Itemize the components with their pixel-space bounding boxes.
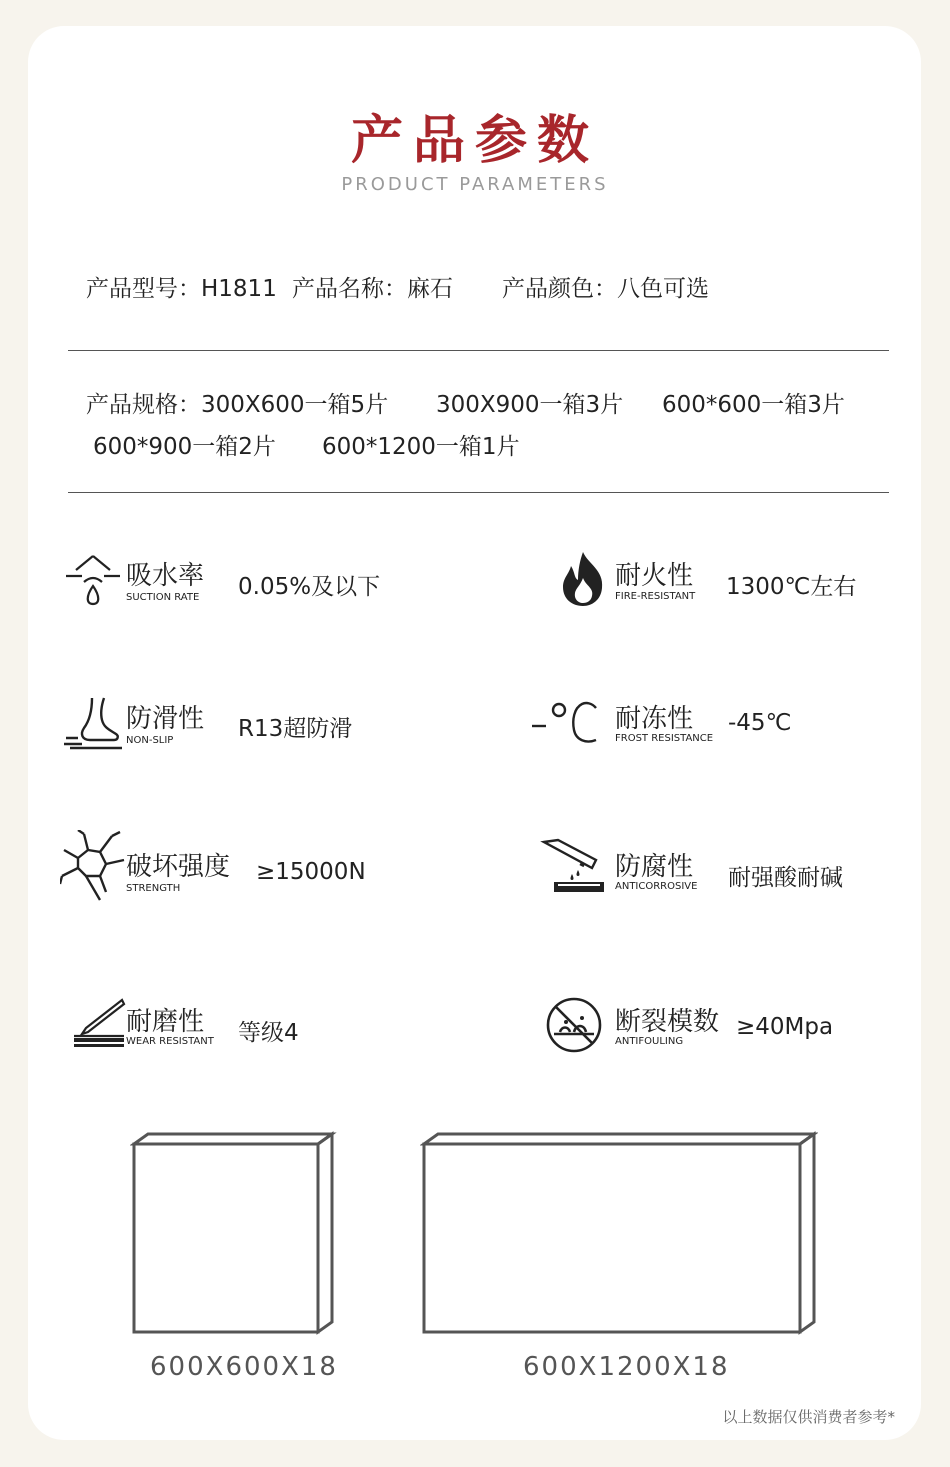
param-value: 1300℃左右 <box>726 574 857 600</box>
tile-large-label: 600X1200X18 <box>523 1352 730 1382</box>
param-en: ANTICORROSIVE <box>615 881 698 892</box>
param-value: 等级4 <box>238 1020 299 1046</box>
scraper-icon <box>72 998 126 1048</box>
no-stain-icon <box>544 996 604 1054</box>
page-title: 产品参数 <box>350 111 599 171</box>
divider <box>68 492 889 493</box>
param-en: FIRE-RESISTANT <box>615 591 696 602</box>
crack-icon <box>60 830 126 902</box>
disclaimer-note: 以上数据仅供消费者参考* <box>722 1408 895 1426</box>
spec-item: 600*1200一箱1片 <box>322 434 520 460</box>
param-en: NON-SLIP <box>126 735 174 746</box>
param-name: 防滑性 <box>126 704 205 734</box>
tile-large-illustration <box>420 1130 818 1336</box>
spec-item: 300X900一箱3片 <box>436 392 624 418</box>
spec-item: 600*600一箱3片 <box>662 392 845 418</box>
param-name: 耐冻性 <box>615 704 694 734</box>
param-name: 防腐性 <box>615 852 694 882</box>
param-name: 耐火性 <box>615 561 694 591</box>
param-name: 耐磨性 <box>126 1007 205 1037</box>
test-tube-icon <box>540 838 606 894</box>
param-name: 吸水率 <box>126 561 205 591</box>
param-value: 0.05%及以下 <box>238 574 381 600</box>
param-name: 破坏强度 <box>126 852 231 882</box>
product-model: 产品型号：H1811 <box>86 276 277 302</box>
param-value: R13超防滑 <box>238 716 353 742</box>
product-name: 产品名称：麻石 <box>292 276 453 302</box>
flame-icon <box>558 550 608 608</box>
tile-small-label: 600X600X18 <box>150 1352 338 1382</box>
divider <box>68 350 889 351</box>
param-en: FROST RESISTANCE <box>615 733 714 744</box>
param-en: SUCTION RATE <box>126 592 200 603</box>
param-en: ANTIFOULING <box>615 1036 684 1047</box>
spec-item: 产品规格：300X600一箱5片 <box>86 392 389 418</box>
param-en: STRENGTH <box>126 883 181 894</box>
product-color: 产品颜色：八色可选 <box>502 276 709 302</box>
page-subtitle: PRODUCT PARAMETERS <box>341 174 609 195</box>
param-name: 断裂模数 <box>615 1007 720 1037</box>
param-en: WEAR RESISTANT <box>126 1036 214 1047</box>
celsius-icon <box>530 700 602 746</box>
foot-icon <box>62 694 124 750</box>
param-value: -45℃ <box>728 710 792 736</box>
tile-small-illustration <box>130 1130 338 1336</box>
param-value: ≥15000N <box>256 859 366 885</box>
param-value: ≥40Mpa <box>736 1014 834 1040</box>
param-value: 耐强酸耐碱 <box>728 865 843 891</box>
water-drop-icon <box>64 552 122 608</box>
spec-item: 600*900一箱2片 <box>93 434 276 460</box>
